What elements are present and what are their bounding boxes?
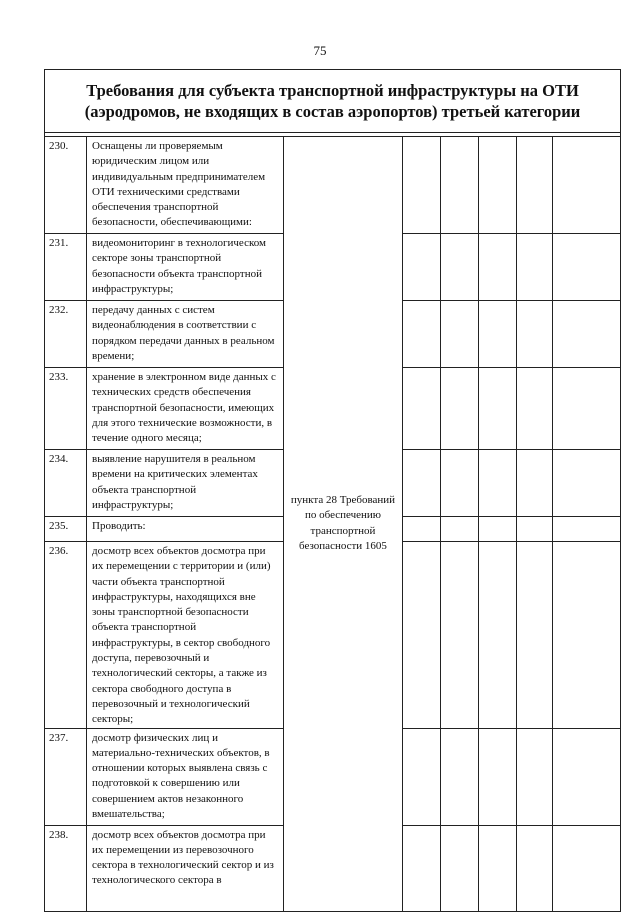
answer-cell[interactable]	[479, 825, 517, 911]
row-text: досмотр всех объектов досмотра при их перемещении с территории и (или) части объекта транспортной инфраструктуры, находящихся вне зоны транспортной безопасности объекта транспортной инфраструктуры, в сектор свободного доступа, перевозочный и технологический секторы, а также из сектора свободного доступа в перевозочный и технологический секторы;	[87, 542, 284, 729]
answer-cell[interactable]	[403, 728, 441, 825]
answer-cell[interactable]	[403, 450, 441, 517]
row-number: 235.	[45, 517, 87, 542]
table-header-row	[45, 70, 621, 133]
answer-cell[interactable]	[441, 301, 479, 368]
answer-cell[interactable]	[517, 517, 553, 542]
table-header: Требования для субъекта транспортной инфраструктуры на ОТИ (аэродромов, не входящих в состав аэропортов) третьей категории	[45, 70, 621, 133]
notes-cell[interactable]	[553, 301, 621, 368]
table-row	[45, 137, 621, 234]
answer-cell[interactable]	[517, 450, 553, 517]
notes-cell[interactable]	[553, 542, 621, 729]
answer-cell[interactable]	[441, 825, 479, 911]
answer-cell[interactable]	[479, 728, 517, 825]
answer-cell[interactable]	[517, 368, 553, 450]
row-text: хранение в электронном виде данных с технических средств обеспечения транспортной безопасности, имеющих для этого технические возможности, в течение одного месяца;	[87, 368, 284, 450]
answer-cell[interactable]	[403, 825, 441, 911]
answer-cell[interactable]	[403, 517, 441, 542]
notes-cell[interactable]	[553, 137, 621, 234]
answer-cell[interactable]	[441, 517, 479, 542]
row-number: 232.	[45, 301, 87, 368]
row-text: выявление нарушителя в реальном времени на критических элементах объекта транспортной инфраструктуры;	[87, 450, 284, 517]
answer-cell[interactable]	[403, 368, 441, 450]
answer-cell[interactable]	[479, 517, 517, 542]
answer-cell[interactable]	[517, 728, 553, 825]
row-number: 236.	[45, 542, 87, 729]
answer-cell[interactable]	[403, 542, 441, 729]
answer-cell[interactable]	[517, 234, 553, 301]
answer-cell[interactable]	[403, 301, 441, 368]
answer-cell[interactable]	[441, 368, 479, 450]
row-number: 234.	[45, 450, 87, 517]
answer-cell[interactable]	[479, 137, 517, 234]
answer-cell[interactable]	[479, 450, 517, 517]
reference-cell	[284, 137, 403, 912]
requirements-table	[44, 69, 621, 912]
answer-cell[interactable]	[479, 234, 517, 301]
answer-cell[interactable]	[479, 301, 517, 368]
row-number: 231.	[45, 234, 87, 301]
answer-cell[interactable]	[403, 234, 441, 301]
answer-cell[interactable]	[403, 137, 441, 234]
row-number: 233.	[45, 368, 87, 450]
notes-cell[interactable]	[553, 234, 621, 301]
row-text: досмотр всех объектов досмотра при их перемещении из перевозочного сектора в технологический сектор и из технологического сектора в	[87, 825, 284, 911]
row-text: досмотр физических лиц и материально-технических объектов, в отношении которых выявлена связь с подготовкой к совершению или совершением актов незаконного вмешательства;	[87, 728, 284, 825]
row-number: 238.	[45, 825, 87, 911]
answer-cell[interactable]	[441, 542, 479, 729]
notes-cell[interactable]	[553, 825, 621, 911]
row-text: передачу данных с систем видеонаблюдения в соответствии с порядком передачи данных в реальном времени;	[87, 301, 284, 368]
answer-cell[interactable]	[517, 301, 553, 368]
row-number: 237.	[45, 728, 87, 825]
notes-cell[interactable]	[553, 728, 621, 825]
page-number: 75	[313, 43, 327, 58]
row-text: Проводить:	[87, 517, 284, 542]
row-text: Оснащены ли проверяемым юридическим лицом или индивидуальным предпринимателем ОТИ техническими средствами обеспечения транспортной безопасности, обеспечивающими:	[87, 137, 284, 234]
answer-cell[interactable]	[441, 234, 479, 301]
answer-cell[interactable]	[517, 825, 553, 911]
answer-cell[interactable]	[479, 542, 517, 729]
row-text: видеомониторинг в технологическом секторе зоны транспортной безопасности объекта транспортной инфраструктуры;	[87, 234, 284, 301]
answer-cell[interactable]	[441, 137, 479, 234]
notes-cell[interactable]	[553, 517, 621, 542]
answer-cell[interactable]	[441, 450, 479, 517]
reference-text: пункта 28 Требований по обеспечению транспортной безопасности 1605	[290, 493, 396, 553]
answer-cell[interactable]	[479, 368, 517, 450]
notes-cell[interactable]	[553, 368, 621, 450]
answer-cell[interactable]	[441, 728, 479, 825]
notes-cell[interactable]	[553, 450, 621, 517]
answer-cell[interactable]	[517, 542, 553, 729]
answer-cell[interactable]	[517, 137, 553, 234]
row-number: 230.	[45, 137, 87, 234]
